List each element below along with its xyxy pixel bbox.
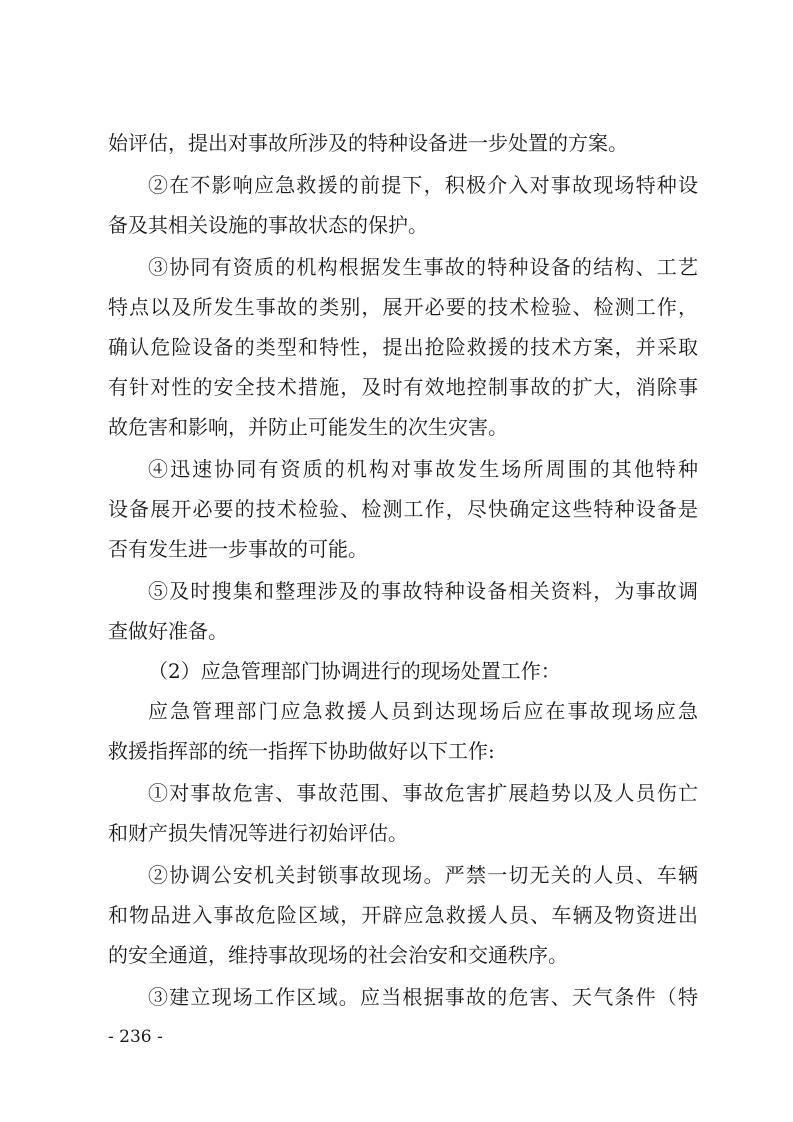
text-line: 救援指挥部的统一指挥下协助做好以下工作: [108, 739, 495, 763]
text-line: 和物品进入事故危险区域，开辟应急救援人员、车辆及物资进出 [108, 903, 698, 927]
text-line: ⑤及时搜集和整理涉及的事故特种设备相关资料，为事故调 [148, 579, 698, 603]
section-heading: （2）应急管理部门协调进行的现场处置工作： [148, 659, 561, 683]
text-line: 和财产损失情况等进行初始评估。 [108, 821, 408, 845]
text-line: 否有发生进一步事故的可能。 [108, 537, 368, 561]
text-line: ②协调公安机关封锁事故现场。严禁一切无关的人员、车辆 [148, 863, 698, 887]
text-line: ②在不影响应急救援的前提下，积极介入对事故现场特种设 [148, 173, 698, 197]
text-line: 应急管理部门应急救援人员到达现场后应在事故现场应急 [148, 699, 698, 723]
text-line: 确认危险设备的类型和特性，提出抢险救援的技术方案，并采取 [108, 335, 698, 359]
text-line: ③协同有资质的机构根据发生事故的特种设备的结构、工艺 [148, 255, 698, 279]
text-line: ③建立现场工作区域。应当根据事故的危害、天气条件（特 [148, 985, 698, 1009]
text-line: 特点以及所发生事故的类别，展开必要的技术检验、检测工作， [108, 295, 698, 319]
text-line: ④迅速协同有资质的机构对事故发生场所周围的其他特种 [148, 457, 698, 481]
text-line: 有针对性的安全技术措施，及时有效地控制事故的扩大，消除事 [108, 375, 698, 399]
text-line: 故危害和影响，并防止可能发生的次生灾害。 [108, 415, 508, 439]
text-line: 查做好准备。 [108, 619, 228, 643]
page-number: - 236 - [108, 1027, 163, 1047]
text-line: 备及其相关设施的事故状态的保护。 [108, 213, 428, 237]
text-line: 始评估，提出对事故所涉及的特种设备进一步处置的方案。 [108, 131, 628, 155]
text-line: ①对事故危害、事故范围、事故危害扩展趋势以及人员伤亡 [148, 781, 698, 805]
text-line: 设备展开必要的技术检验、检测工作，尽快确定这些特种设备是 [108, 497, 698, 521]
text-line: 的安全通道，维持事故现场的社会治安和交通秩序。 [108, 943, 568, 967]
